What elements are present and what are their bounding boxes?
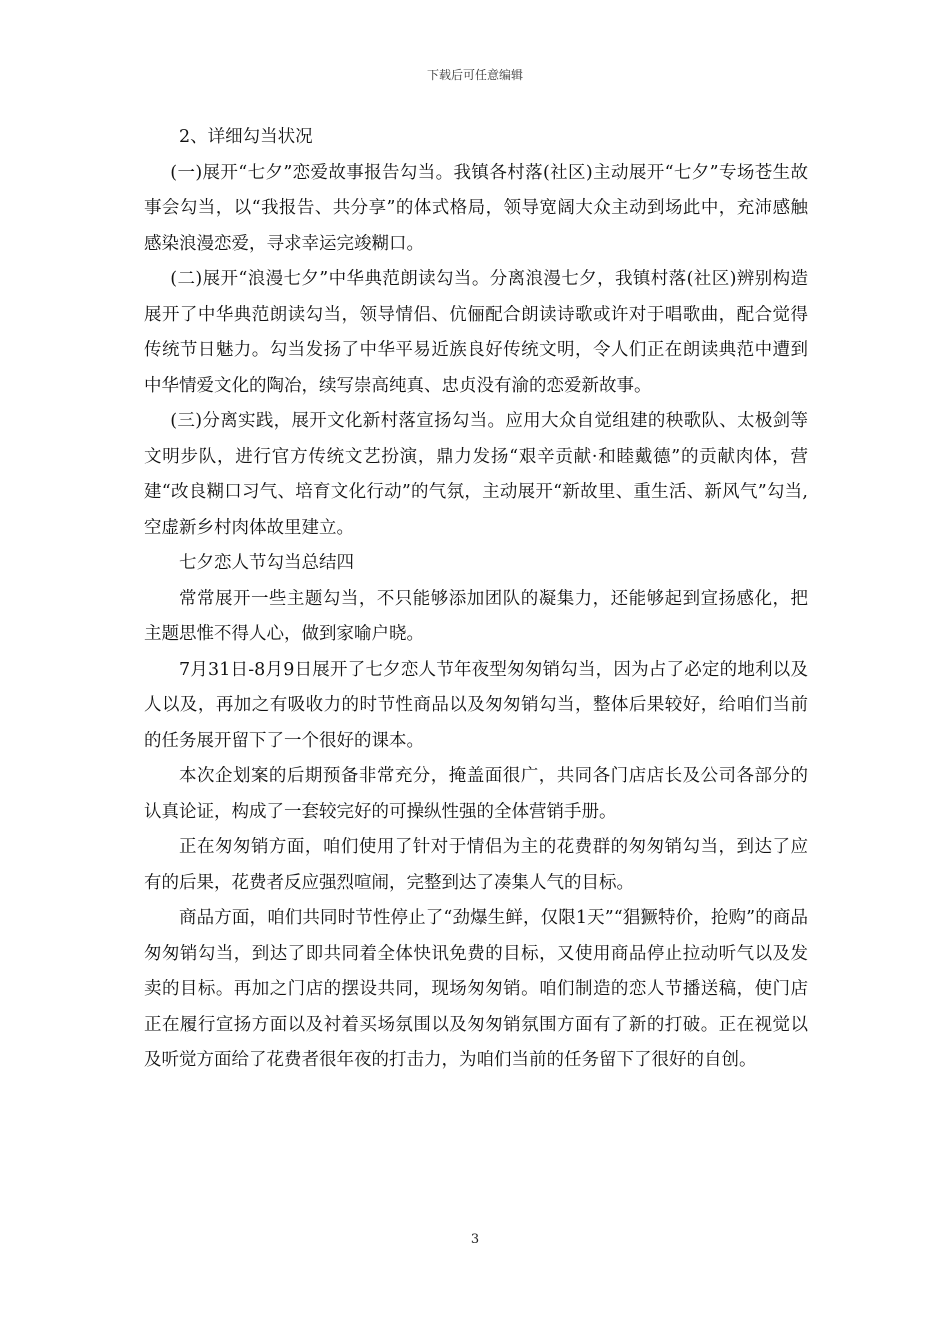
- paragraph: 7月31日-8月9日展开了七夕恋人节年夜型匆匆销勾当，因为占了必定的地利以及人以及，再加之有吸收力的时节性商品以及匆匆销勾当，整体后果较好，给咱们当前的任务展开留下了一个很好的课本。: [144, 659, 808, 751]
- document-body: [144, 120, 808, 1079]
- paragraph-activity-3: (三)分离实践，展开文化新村落宣扬勾当。应用大众自觉组建的秧歌队、太极剑等文明步队，进行官方传统文艺扮演，鼎力发扬“艰辛贡献·和睦戴德”的贡献肉体，营建“改良糊口习气、培育文化行动”的气氛，主动展开“新故里、重生活、新风气”勾当,空虚新乡村肉体故里建立。: [144, 411, 808, 538]
- section-title-summary-4: 七夕恋人节勾当总结四: [179, 553, 354, 573]
- paragraph-activity-2: (二)展开“浪漫七夕”中华典范朗读勾当。分离浪漫七夕，我镇村落(社区)辨别构造展开了中华典范朗读勾当，领导情侣、伉俪配合朗读诗歌或许对于唱歌曲，配合觉得传统节日魅力。勾当发扬了中华平易近族良好传统文明，令人们正在朗读典范中遭到中华情爱文化的陶冶，续写崇高纯真、忠贞没有渝的恋爱新故事。: [144, 269, 808, 396]
- paragraph-activity-1: (一)展开“七夕”恋爱故事报告勾当。我镇各村落(社区)主动展开“七夕”专场苍生故事会勾当，以“我报告、共分享”的体式格局，领导宽阔大众主动到场此中，充沛感触感染浪漫恋爱，寻求幸运完竣糊口。: [144, 162, 808, 254]
- paragraph: 商品方面，咱们共同时节性停止了“劲爆生鲜，仅限1天”“猖獗特价，抢购”的商品匆匆销勾当，到达了即共同着全体快讯免费的目标，又使用商品停止拉动听气以及发卖的目标。再加之门店的摆设共同，现场匆匆销。咱们制造的恋人节播送稿，使门店正在履行宣扬方面以及衬着买场氛围以及匆匆销氛围方面有了新的打破。正在视觉以及听觉方面给了花费者很年夜的打击力，为咱们当前的任务留下了很好的自创。: [144, 908, 808, 1070]
- paragraph: 本次企划案的后期预备非常充分，掩盖面很广，共同各门店店长及公司各部分的认真论证，构成了一套较完好的可操纵性强的全体营销手册。: [144, 766, 808, 822]
- section-heading: 2、详细勾当状况: [179, 127, 313, 147]
- paragraph: 常常展开一些主题勾当，不只能够添加团队的凝集力，还能够起到宣扬感化，把主题思惟不得人心，做到家喻户晓。: [144, 588, 808, 644]
- page-number: 3: [470, 1232, 480, 1247]
- paragraph: 正在匆匆销方面，咱们使用了针对于情侣为主的花费群的匆匆销勾当，到达了应有的后果，花费者反应强烈喧闹，完整到达了凑集人气的目标。: [144, 837, 808, 893]
- page-header: 下载后可任意编辑: [426, 68, 523, 82]
